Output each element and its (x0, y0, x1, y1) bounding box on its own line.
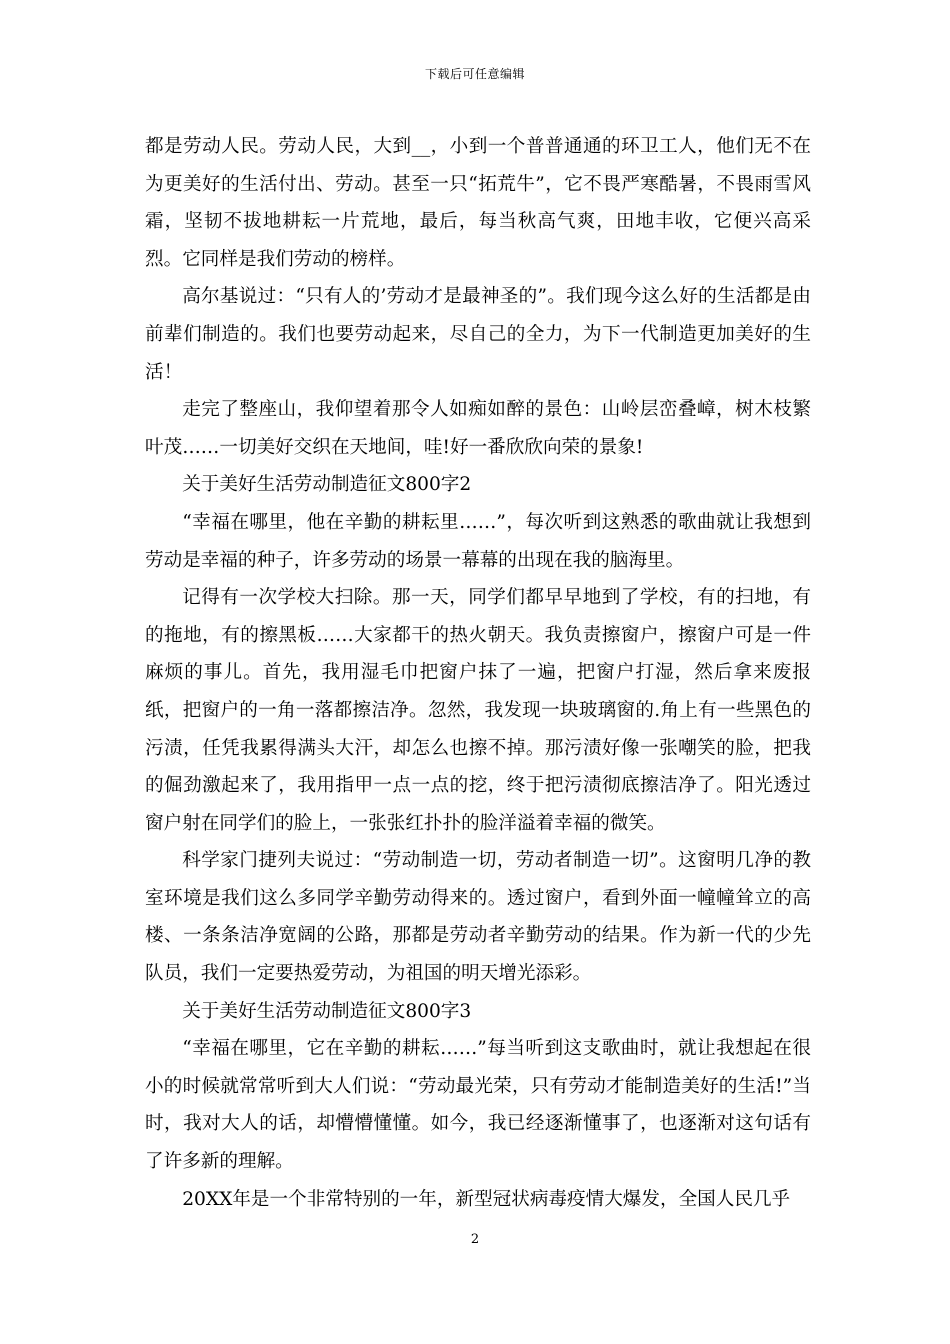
paragraph-school-cleaning: 记得有一次学校大扫除。那一天，同学们都早早地到了学校，有的扫地，有的拖地，有的擦黑板……大家都干的热火朝天。我负责擦窗户，擦窗户可是一件麻烦的事儿。首先，我用湿毛巾把窗户抹了一遍，把窗户打湿，然后拿来废报纸，把窗户的一角一落都擦洁净。忽然，我发现一块玻璃窗的.角上有一些黑色的污渍，任凭我累得满头大汗，却怎么也擦不掉。那污渍好像一张嘲笑的脸，把我的倔劲激起来了，我用指甲一点一点的挖，终于把污渍彻底擦洁净了。阳光透过窗户射在同学们的脸上，一张张红扑扑的脸洋溢着幸福的微笑。 (145, 587, 811, 834)
page-header: 下载后可任意编辑 (424, 67, 525, 81)
paragraph-mountain-view: 走完了整座山，我仰望着那令人如痴如醉的景色：山岭层峦叠嶂，树木枝繁叶茂……一切美好交织在天地间，哇!好一番欣欣向荣的景象! (145, 399, 811, 458)
page-number: 2 (470, 1232, 480, 1247)
paragraph-happiness-song-2: “幸福在哪里，它在辛勤的耕耘……”每当听到这支歌曲时，就让我想起在很小的时候就常常听到大人们说：“劳动最光荣，只有劳动才能制造美好的生活!”当时，我对大人的话，却懵懵懂懂。如今，我已经逐渐懂事了，也逐渐对这句话有了许多新的理解。 (145, 1038, 811, 1173)
paragraph-mendeleev-quote: 科学家门捷列夫说过：“劳动制造一切，劳动者制造一切”。这窗明几净的教室环境是我们这么多同学辛勤劳动得来的。透过窗户，看到外面一幢幢耸立的高楼、一条条洁净宽阔的公路，那都是劳动者辛勤劳动的结果。作为新一代的少先队员，我们一定要热爱劳动，为祖国的明天增光添彩。 (145, 850, 811, 985)
paragraph-gorky-quote: 高尔基说过：“只有人的’劳动才是最神圣的”。我们现今这么好的生活都是由前辈们制造的。我们也要劳动起来，尽自己的全力，为下一代制造更加美好的生活！ (145, 286, 811, 383)
paragraph-continuation: 都是劳动人民。劳动人民，大到__，小到一个普普通通的环卫工人，他们无不在为更美好的生活付出、劳动。甚至一只“拓荒牛”，它不畏严寒酷暑，不畏雨雪风霜，坚韧不拔地耕耘一片荒地，最后，每当秋高气爽，田地丰收，它便兴高采烈。它同样是我们劳动的榜样。 (145, 136, 811, 270)
paragraph-happiness-song: “幸福在哪里，他在辛勤的耕耘里……”，每次听到这熟悉的歌曲就让我想到劳动是幸福的种子，许多劳动的场景一幕幕的出现在我的脑海里。 (145, 511, 811, 571)
essay-heading-3: 关于美好生活劳动制造征文800字3 (182, 1000, 472, 1022)
document-body (145, 128, 811, 1218)
essay-heading-2: 关于美好生活劳动制造征文800字2 (182, 474, 472, 496)
paragraph-epidemic-year: 20XX年是一个非常特别的一年，新型冠状病毒疫情大爆发，全国人民几乎 (182, 1188, 791, 1210)
